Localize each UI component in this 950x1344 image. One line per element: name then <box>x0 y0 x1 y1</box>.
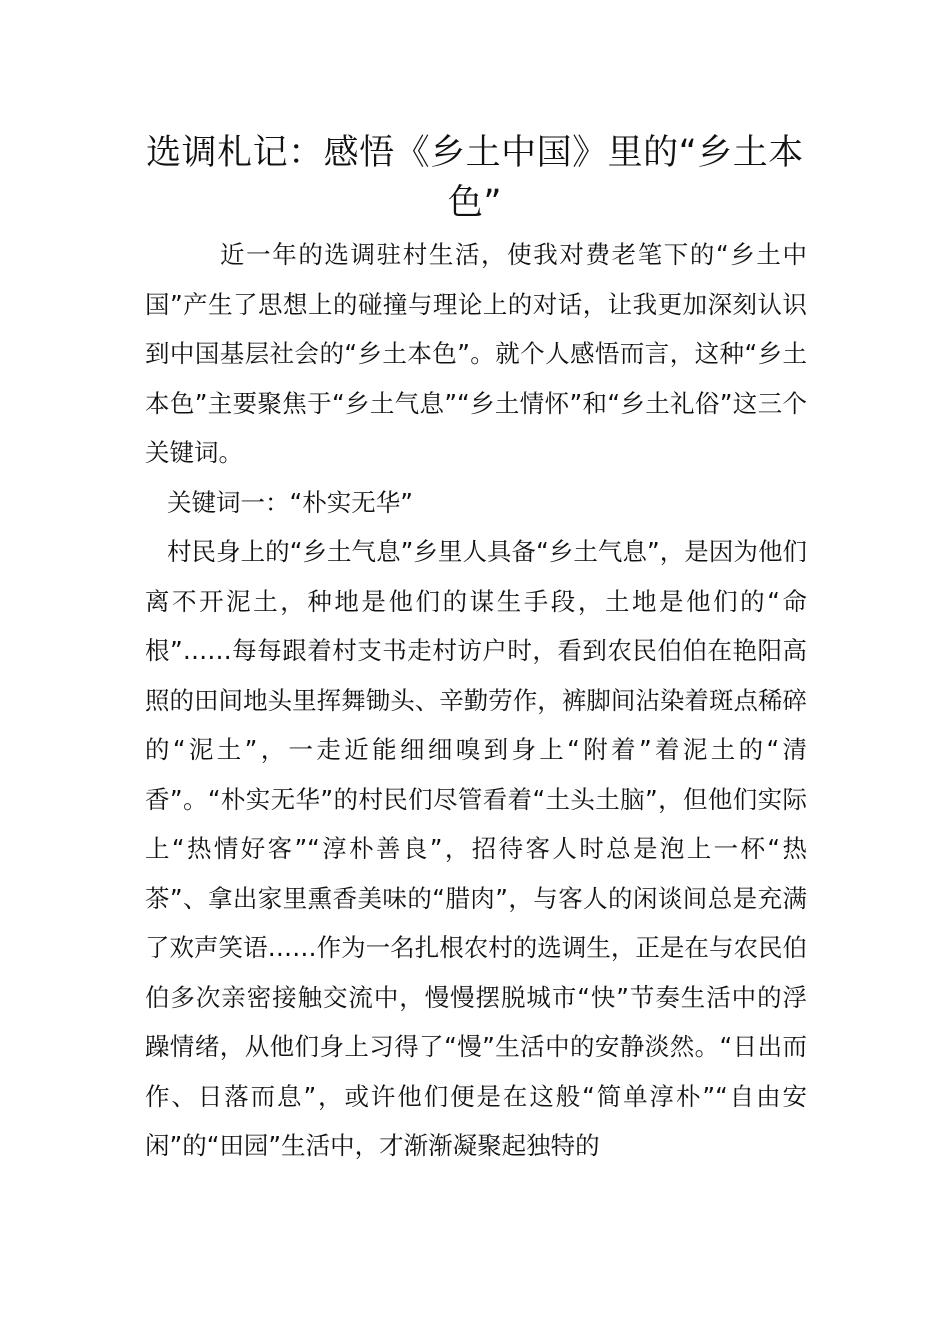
intro-paragraph: 近一年的选调驻村生活，使我对费老笔下的“乡土中国”产生了思想上的碰撞与理论上的对话，让我更加深刻认识到中国基层社会的“乡土本色”。就个人感悟而言，这种“乡土本色”主要聚焦于“乡土气息”“乡土情怀”和“乡土礼俗”这三个关键词。 <box>145 240 807 467</box>
document-title: 选调札记：感悟《乡土中国》里的“乡土本色” <box>146 133 804 223</box>
body-paragraph: 村民身上的“乡土气息”乡里人具备“乡土气息”，是因为他们离不开泥土，种地是他们的谋生手段，土地是他们的“命根”……每每跟着村支书走村访户时，看到农民伯伯在艳阳高照的田间地头里挥舞锄头、辛勤劳作，裤脚间沾染着斑点稀碎的“泥土”，一走近能细细嗅到身上“附着”着泥土的“清香”。“朴实无华”的村民们尽管看着“土头土脑”，但他们实际上“热情好客”“淳朴善良”，招待客人时总是泡上一杯“热茶”、拿出家里熏香美味的“腊肉”，与客人的闲谈间总是充满了欢声笑语……作为一名扎根农村的选调生，正是在与农民伯伯多次亲密接触交流中，慢慢摆脱城市“快”节奏生活中的浮躁情绪，从他们身上习得了“慢”生活中的安静淡然。“日出而作、日落而息”，或许他们便是在这般“简单淳朴”“自由安闲”的“田园”生活中，才渐渐凝聚起独特的 <box>145 537 807 1160</box>
keyword-heading: 关键词一：“朴实无华” <box>167 487 413 517</box>
document-body <box>145 230 807 1171</box>
